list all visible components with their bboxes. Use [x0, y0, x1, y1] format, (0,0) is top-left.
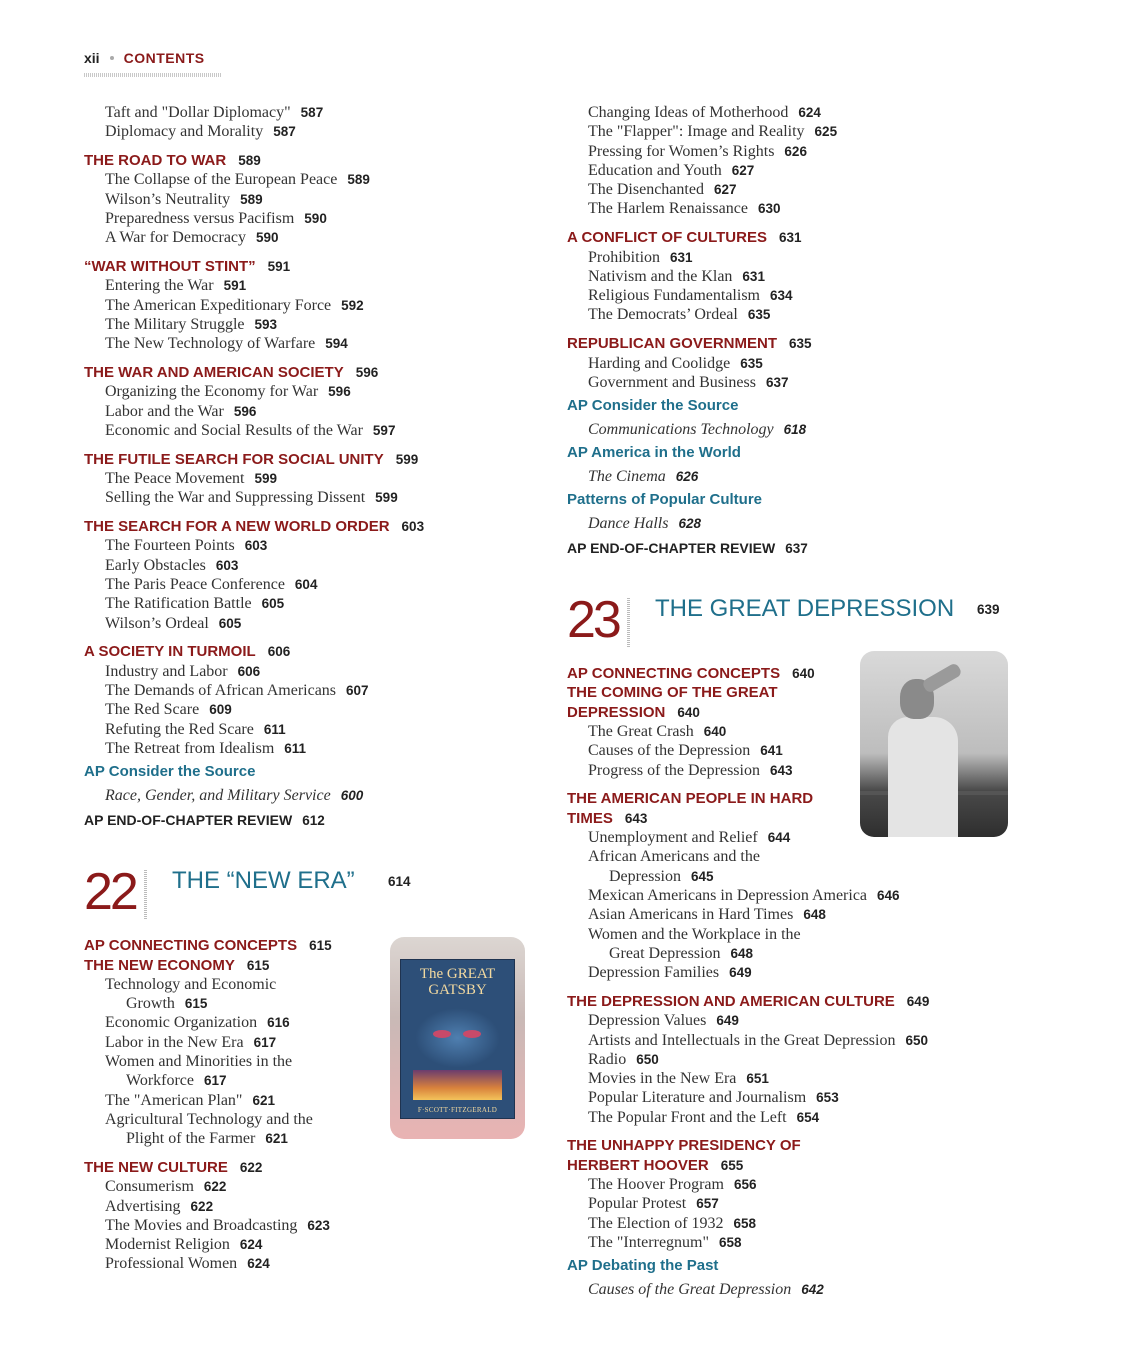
toc-entry: [567, 180, 1037, 199]
toc-entry-label: Wilson’s Neutrality: [105, 190, 231, 208]
toc-entry: [567, 1108, 1037, 1127]
page-number: 615: [309, 938, 332, 954]
toc-entry-label: Popular Literature and Journalism: [588, 1089, 807, 1107]
toc-entry: [567, 354, 1037, 373]
section-heading: [84, 642, 514, 661]
toc-entry-label: The Great Crash: [588, 723, 694, 741]
toc-entry-label: The Democrats’ Ordeal: [588, 306, 738, 324]
page-number: 599: [254, 471, 278, 487]
toc-entry-label: Early Obstacles: [105, 556, 206, 574]
toc-entry: [567, 847, 1037, 886]
toc-entry: [84, 296, 514, 315]
page-number: 617: [253, 1034, 277, 1050]
page-number: 657: [696, 1196, 719, 1212]
page-number: 607: [346, 683, 369, 699]
page-number: 640: [792, 666, 815, 682]
toc-entry: [84, 228, 514, 247]
toc-entry: [567, 886, 1037, 905]
page-number: 628: [678, 516, 701, 532]
toc-entry: [567, 1050, 1037, 1069]
section-title: THE WAR AND AMERICAN SOCIETY: [84, 364, 344, 382]
page-number: 650: [905, 1032, 928, 1048]
toc-entry-label: Organizing the Economy for War: [105, 383, 319, 401]
page-number: 640: [703, 724, 727, 740]
toc-entry: [567, 1214, 1037, 1233]
section-title: “WAR WITHOUT STINT”: [84, 258, 256, 276]
section-title: AP CONNECTING CONCEPTS: [567, 665, 781, 683]
chapter-title: THE GREAT DEPRESSION: [655, 595, 955, 623]
page-number: 637: [765, 374, 789, 390]
toc-entry-label: The Disenchanted: [588, 181, 704, 199]
page-number: 653: [816, 1090, 839, 1106]
page-number: 604: [294, 577, 318, 593]
toc-entry: [84, 190, 514, 209]
page-number: 648: [803, 907, 826, 923]
cover-face-illustration: [415, 1008, 500, 1068]
toc-entry-label: Diplomacy and Morality: [105, 123, 264, 141]
toc-entry-label: Agricultural Technology and the: [105, 1110, 313, 1128]
toc-entry: [567, 373, 1037, 392]
page-number: 645: [690, 868, 714, 884]
page-number: 618: [783, 422, 807, 438]
toc-entry-label: Women and the Workplace in the: [588, 925, 801, 943]
toc-entry: [567, 925, 1037, 964]
section-heading: [567, 228, 1037, 247]
toc-entry-label: Government and Business: [588, 373, 756, 391]
toc-entry-label: Religious Fundamentalism: [588, 287, 760, 305]
page-number: 589: [238, 153, 261, 169]
toc-entry-label: Professional Women: [105, 1255, 238, 1273]
toc-entry: [84, 1197, 514, 1216]
section-title: THE AMERICAN PEOPLE IN HARD: [567, 790, 814, 808]
toc-entry-label: The Demands of African Americans: [105, 682, 337, 700]
section-title: A CONFLICT OF CULTURES: [567, 229, 767, 247]
page-number: 627: [713, 182, 737, 198]
page-number: 621: [265, 1131, 288, 1147]
toc-entry: [567, 142, 1037, 161]
chapter-number: 23: [567, 591, 619, 650]
page-number: 605: [218, 615, 242, 631]
toc-entry-label: Pressing for Women’s Rights: [588, 142, 775, 160]
page-number: 597: [372, 422, 396, 438]
toc-entry: [84, 382, 514, 401]
toc-entry-label: The American Expeditionary Force: [105, 296, 332, 314]
toc-entry-label: The Collapse of the European Peace: [105, 171, 338, 189]
feature-heading: AP Consider the Source: [567, 397, 739, 415]
page-number: 655: [720, 1157, 744, 1173]
page-number: 596: [233, 403, 257, 419]
toc-entry-label: Technology and Economic: [105, 975, 277, 993]
toc-entry-label: Economic Organization: [105, 1014, 258, 1032]
feature-title: Race, Gender, and Military Service: [105, 787, 331, 805]
feature-entry: [567, 1280, 1037, 1299]
gatsby-book-photo: [390, 937, 525, 1139]
toc-entry-label: Radio: [588, 1050, 627, 1068]
page-number: 591: [267, 259, 291, 275]
toc-entry: [567, 1088, 1037, 1107]
chapter-divider: [627, 598, 630, 648]
toc-entry-label: Nativism and the Klan: [588, 267, 733, 285]
page-number: 648: [730, 945, 754, 961]
section-heading: [567, 992, 1037, 1011]
toc-entry: [84, 1177, 514, 1196]
toc-entry-label: Labor and the War: [105, 402, 224, 420]
toc-entry-label: The "Flapper": Image and Reality: [588, 123, 805, 141]
toc-entry: [567, 286, 1037, 305]
toc-entry: [567, 1233, 1037, 1252]
page-number: 631: [778, 230, 802, 246]
toc-entry-label-cont: Plight of the Farmer: [126, 1130, 256, 1148]
toc-entry: [84, 469, 514, 488]
page-number: 634: [770, 288, 793, 304]
page-number: 626: [784, 143, 807, 159]
page-number: 617: [204, 1073, 227, 1089]
page-number: 637: [785, 541, 808, 557]
page-number: 622: [203, 1179, 227, 1195]
section-heading: [84, 1158, 514, 1177]
page-number: 635: [747, 307, 771, 323]
feature-title: Causes of the Great Depression: [588, 1281, 792, 1299]
chapter-review: [84, 811, 514, 830]
toc-entry-label: The Harlem Renaissance: [588, 200, 748, 218]
photo-figure-body: [888, 717, 958, 837]
page-number: 649: [906, 993, 930, 1009]
section-heading: [84, 450, 514, 469]
toc-entry: [84, 402, 514, 421]
section-title: THE UNHAPPY PRESIDENCY OF: [567, 1137, 801, 1155]
section-title: REPUBLICAN GOVERNMENT: [567, 335, 778, 353]
feature-entry: [567, 420, 1037, 439]
section-heading: [84, 517, 514, 536]
toc-entry: [567, 248, 1037, 267]
toc-entry: [567, 305, 1037, 324]
page-number: 599: [375, 490, 398, 506]
section-title: AP CONNECTING CONCEPTS: [84, 937, 298, 955]
toc-entry-label-cont: Growth: [126, 995, 175, 1013]
page-number: 626: [675, 469, 699, 485]
page-number: 592: [341, 297, 364, 313]
page-number: 643: [624, 810, 648, 826]
toc-entry: [84, 700, 514, 719]
page-number: 599: [395, 451, 419, 467]
section-heading: [84, 151, 514, 170]
toc-entry-label: The Hoover Program: [588, 1176, 724, 1194]
page-number: 596: [355, 365, 379, 381]
page-number: 635: [789, 336, 812, 352]
toc-entry: [84, 536, 514, 555]
section-title-cont: TIMES: [567, 809, 613, 827]
section-title: THE FUTILE SEARCH FOR SOCIAL UNITY: [84, 450, 384, 468]
toc-entry-label: The Movies and Broadcasting: [105, 1216, 298, 1234]
toc-entry: [84, 594, 514, 613]
page-number: 650: [636, 1051, 659, 1067]
page-number: 654: [796, 1109, 820, 1125]
section-heading: [84, 363, 514, 382]
page-number: 631: [742, 268, 765, 284]
cover-eye-right: [463, 1030, 481, 1038]
section-title-cont: DEPRESSION: [567, 703, 666, 721]
page-number: 630: [757, 201, 781, 217]
toc-entry: [84, 488, 514, 507]
chapter-heading: [84, 863, 514, 926]
toc-entry: [567, 963, 1037, 982]
page-number: 603: [244, 538, 268, 554]
toc-entry-label: Entering the War: [105, 277, 214, 295]
section-heading: [567, 334, 1037, 353]
toc-entry-label: The "American Plan": [105, 1091, 243, 1109]
toc-entry: [84, 1216, 514, 1235]
section-title: THE COMING OF THE GREAT: [567, 684, 778, 702]
chapter-title: THE “NEW ERA”: [172, 867, 355, 895]
toc-entry-label: The New Technology of Warfare: [105, 335, 316, 353]
page-number: 649: [716, 1013, 739, 1029]
toc-entry: [84, 681, 514, 700]
page-number: 616: [267, 1015, 290, 1031]
cover-carnival-illustration: [413, 1070, 502, 1100]
toc-entry: [84, 614, 514, 633]
feature-heading: AP Debating the Past: [567, 1257, 719, 1275]
page-number: 643: [769, 762, 793, 778]
toc-entry: [84, 276, 514, 295]
chapter-page-number: 639: [977, 602, 1000, 618]
page-number: 656: [733, 1177, 757, 1193]
toc-entry: [84, 170, 514, 189]
toc-entry-label: Movies in the New Era: [588, 1070, 737, 1088]
toc-entry-label: African Americans and the: [588, 848, 760, 866]
page-number: 625: [814, 124, 838, 140]
toc-entry-label: Causes of the Depression: [588, 742, 751, 760]
toc-entry-label: Popular Protest: [588, 1195, 687, 1213]
page-number: 635: [740, 355, 763, 371]
toc-entry-label: Unemployment and Relief: [588, 829, 758, 847]
toc-entry: [84, 556, 514, 575]
page-number: 624: [798, 105, 821, 120]
section-title: THE NEW CULTURE: [84, 1158, 228, 1176]
page-number: 621: [252, 1092, 275, 1108]
toc-entry: [84, 739, 514, 758]
feature-title: Dance Halls: [588, 515, 669, 533]
chapter-page-number: 614: [388, 874, 411, 890]
review-label: AP END-OF-CHAPTER REVIEW: [84, 812, 293, 829]
chapter-number: 22: [84, 863, 136, 922]
page-number: 641: [760, 743, 783, 759]
toc-entry-label: The Military Struggle: [105, 315, 245, 333]
page-number: 603: [401, 519, 425, 535]
page-number: 615: [184, 996, 208, 1012]
toc-entry-label: Industry and Labor: [105, 662, 228, 680]
section-heading: [567, 1136, 1037, 1175]
page-number: 587: [300, 105, 324, 120]
toc-entry: [84, 1235, 514, 1254]
toc-entry-label: Harding and Coolidge: [588, 354, 731, 372]
chapter-divider: [144, 870, 147, 920]
toc-entry-label: The Election of 1932: [588, 1214, 724, 1232]
page-number: 649: [729, 965, 752, 981]
toc-entry-label: Mexican Americans in Depression America: [588, 886, 868, 904]
book-cover: [400, 959, 515, 1119]
page-number: 596: [328, 384, 351, 400]
toc-entry: [567, 103, 1037, 122]
page-number: 631: [670, 249, 693, 265]
running-title: CONTENTS: [123, 50, 205, 66]
toc-entry: [567, 1031, 1037, 1050]
toc-entry-label: The Ratification Battle: [105, 595, 252, 613]
toc-entry-continued: [588, 867, 1037, 886]
page-number: 642: [801, 1282, 824, 1298]
toc-entry: [567, 161, 1037, 180]
page-number: 658: [719, 1234, 742, 1250]
toc-entry: [567, 1011, 1037, 1030]
page-number: 623: [307, 1217, 330, 1233]
toc-entry: [84, 1254, 514, 1273]
page-number: 612: [302, 813, 325, 829]
section-title: THE DEPRESSION AND AMERICAN CULTURE: [567, 992, 895, 1010]
feature-title: The Cinema: [588, 468, 666, 486]
page-number: 593: [254, 316, 278, 332]
section-title: THE SEARCH FOR A NEW WORLD ORDER: [84, 518, 390, 536]
toc-entry-label: Artists and Intellectuals in the Great Depression: [588, 1031, 896, 1049]
page-number: 605: [261, 596, 285, 612]
toc-entry-label-cont: Depression: [609, 867, 681, 885]
feature-entry: [567, 514, 1037, 533]
book-author: F·SCOTT·FITZGERALD: [417, 1106, 498, 1114]
photo-figure-arm: [921, 662, 963, 694]
toc-entry-label: Progress of the Depression: [588, 761, 760, 779]
page-number: 611: [284, 740, 307, 756]
page-number: 590: [304, 210, 327, 226]
toc-entry-label: Prohibition: [588, 248, 661, 266]
feature-entry: [84, 786, 514, 805]
page-number: 591: [223, 278, 247, 294]
toc-entry-label: Selling the War and Suppressing Dissent: [105, 489, 366, 507]
toc-entry: [567, 1194, 1037, 1213]
section-title-cont: HERBERT HOOVER: [567, 1156, 709, 1174]
page-number: 611: [263, 721, 286, 737]
page-number: 658: [733, 1215, 757, 1231]
toc-entry: [84, 122, 514, 141]
feature-title: Communications Technology: [588, 421, 774, 439]
toc-entry-label: The "Interregnum": [588, 1233, 710, 1251]
toc-entry: [567, 1175, 1037, 1194]
toc-entry-label: Economic and Social Results of the War: [105, 421, 363, 439]
feature-heading: AP America in the World: [567, 444, 741, 462]
feature-heading: AP Consider the Source: [84, 763, 256, 781]
toc-entry: [84, 103, 514, 122]
toc-entry: [84, 315, 514, 334]
page-number: 609: [209, 702, 232, 718]
page-number: 606: [267, 644, 291, 660]
page-number: 603: [215, 557, 239, 573]
toc-entry-label-cont: Great Depression: [609, 944, 721, 962]
page-number: 587: [273, 124, 296, 140]
page-number: 594: [325, 336, 348, 352]
toc-entry-label: The Popular Front and the Left: [588, 1108, 787, 1126]
page-number: 590: [256, 230, 279, 246]
toc-entry-label: The Fourteen Points: [105, 537, 235, 555]
page-number: 640: [677, 704, 700, 720]
cover-eye-left: [433, 1030, 451, 1038]
toc-entry-label: Consumerism: [105, 1178, 194, 1196]
page-number: 622: [239, 1159, 263, 1175]
page-number: 589: [347, 172, 370, 188]
page-number: 589: [240, 191, 263, 207]
separator-dot-icon: [110, 56, 114, 60]
page-number: 606: [237, 663, 261, 679]
toc-entry: [84, 575, 514, 594]
book-title: The GREAT GATSBY: [419, 966, 496, 998]
toc-entry-label: Depression Families: [588, 964, 720, 982]
page-number: 622: [190, 1198, 214, 1214]
section-title: THE NEW ECONOMY: [84, 956, 235, 974]
toc-entry: [84, 421, 514, 440]
feature-entry: [567, 467, 1037, 486]
toc-entry-label: Changing Ideas of Motherhood: [588, 104, 789, 121]
page-number: xii: [84, 50, 100, 66]
section-title: A SOCIETY IN TURMOIL: [84, 643, 256, 661]
toc-entry: [84, 334, 514, 353]
toc-entry-label: The Red Scare: [105, 701, 200, 719]
toc-entry-label: The Paris Peace Conference: [105, 576, 285, 594]
toc-entry-label: Refuting the Red Scare: [105, 720, 254, 738]
chapter-heading: [567, 591, 1037, 654]
toc-entry-label: Depression Values: [588, 1012, 707, 1030]
depression-woman-photo: [860, 651, 1008, 837]
toc-entry: [567, 1069, 1037, 1088]
toc-entry-label: Preparedness versus Pacifism: [105, 209, 295, 227]
page-number: 600: [340, 788, 364, 804]
page-number: 627: [731, 162, 755, 178]
page-header: [84, 50, 222, 77]
toc-entry: [84, 662, 514, 681]
toc-entry-label: Modernist Religion: [105, 1236, 230, 1254]
section-title: THE ROAD TO WAR: [84, 152, 227, 170]
toc-entry-label: Advertising: [105, 1197, 181, 1215]
toc-entry: [567, 199, 1037, 218]
toc-entry: [567, 905, 1037, 924]
review-label: AP END-OF-CHAPTER REVIEW: [567, 540, 776, 557]
toc-entry: [567, 267, 1037, 286]
page-number: 624: [239, 1237, 263, 1253]
chapter-review: [567, 539, 1037, 558]
toc-entry: [567, 122, 1037, 141]
feature-heading: Patterns of Popular Culture: [567, 491, 763, 509]
toc-entry-label: The Retreat from Idealism: [105, 739, 275, 757]
toc-entry-label: Women and Minorities in the: [105, 1052, 293, 1070]
toc-entry-label: The Peace Movement: [105, 470, 245, 488]
toc-entry-label: Labor in the New Era: [105, 1033, 244, 1051]
toc-entry-label-cont: Workforce: [126, 1072, 195, 1090]
page-number: 651: [746, 1071, 769, 1087]
page-number: 646: [877, 887, 900, 903]
toc-entry-continued: [588, 944, 1037, 963]
toc-entry-label: Wilson’s Ordeal: [105, 614, 209, 632]
section-heading: [84, 257, 514, 276]
toc-entry-label: Education and Youth: [588, 161, 722, 179]
toc-entry-label: Taft and "Dollar Diplomacy": [105, 104, 291, 121]
page-number: 624: [247, 1256, 270, 1272]
header-rule: [84, 73, 222, 77]
toc-entry: [84, 209, 514, 228]
toc-entry-label: Asian Americans in Hard Times: [588, 906, 794, 924]
page-number: 615: [246, 957, 270, 973]
toc-entry-label: A War for Democracy: [105, 229, 247, 247]
toc-entry: [84, 720, 514, 739]
page-number: 644: [767, 830, 791, 846]
